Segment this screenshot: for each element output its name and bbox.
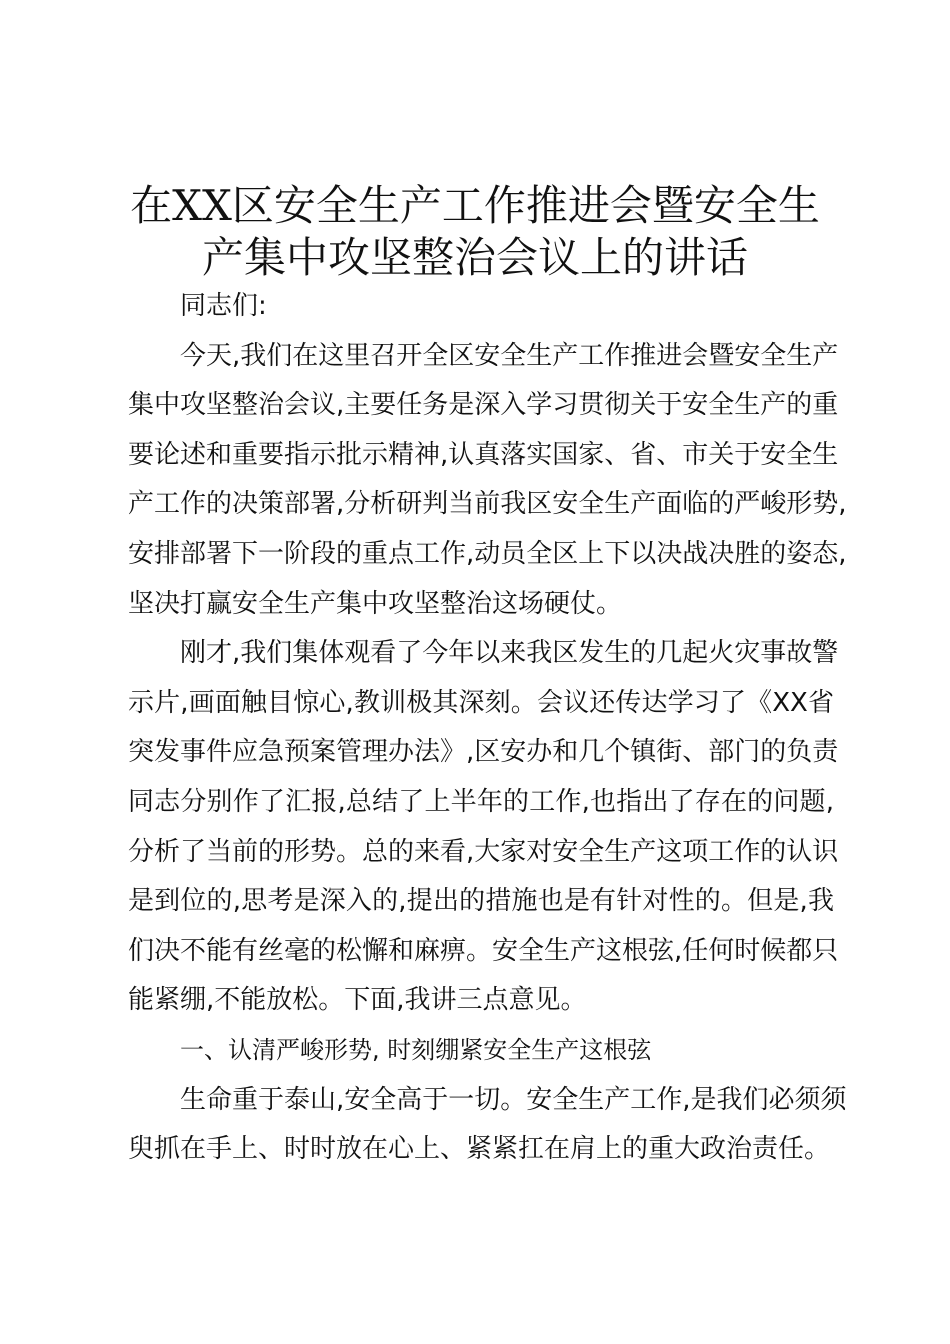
paragraph-line: 分析了当前的形势。总的来看,大家对安全生产这项工作的认识 — [128, 836, 839, 867]
paragraph-line: 要论述和重要指示批示精神,认真落实国家、省、市关于安全生 — [128, 439, 839, 470]
salutation — [128, 282, 834, 332]
paragraph-line: 集中攻坚整治会议,主要任务是深入学习贯彻关于安全生产的重 — [128, 390, 839, 421]
title-line-2: 产集中攻坚整治会议上的讲话 — [201, 233, 748, 282]
paragraph-line: 们决不能有丝毫的松懈和麻痹。安全生产这根弦,任何时候都只 — [128, 935, 839, 966]
paragraph-1 — [128, 332, 847, 630]
paragraph-line: 产工作的决策部署,分析研判当前我区安全生产面临的严峻形势, — [128, 489, 847, 520]
paragraph-2 — [128, 629, 839, 1026]
paragraph-line: 今天,我们在这里召开全区安全生产工作推进会暨安全生产 — [180, 340, 839, 371]
paragraph-line: 刚才,我们集体观看了今年以来我区发生的几起火灾事故警 — [180, 638, 839, 669]
document-body — [128, 282, 847, 1175]
paragraph-line: 是到位的,思考是深入的,提出的措施也是有针对性的。但是,我 — [128, 886, 834, 917]
paragraph-line: 突发事件应急预案管理办法》,区安办和几个镇街、部门的负责 — [128, 737, 839, 768]
section-heading-1 — [128, 1026, 834, 1076]
paragraph-3 — [128, 1076, 847, 1175]
title-line-1: 在XX区安全生产工作推进会暨安全生 — [130, 181, 820, 230]
paragraph-line: 生命重于泰山,安全高于一切。安全生产工作,是我们必须须 — [180, 1084, 847, 1115]
paragraph-line: 同志分别作了汇报,总结了上半年的工作,也指出了存在的问题, — [128, 786, 834, 817]
document-title — [110, 180, 840, 284]
paragraph-line: 能紧绷,不能放松。下面,我讲三点意见。 — [128, 985, 587, 1016]
paragraph-line: 示片,画面触目惊心,教训极其深刻。会议还传达学习了《XX省 — [128, 687, 834, 718]
paragraph-line: 坚决打赢安全生产集中攻坚整治这场硬仗。 — [128, 588, 623, 619]
paragraph-line: 安排部署下一阶段的重点工作,动员全区上下以决战决胜的姿态, — [128, 538, 847, 569]
paragraph-line: 臾抓在手上、时时放在心上、紧紧扛在肩上的重大政治责任。 — [128, 1134, 831, 1165]
section-heading-text: 一、认清严峻形势, 时刻绷紧安全生产这根弦 — [180, 1035, 652, 1064]
salutation-text: 同志们: — [180, 291, 267, 321]
